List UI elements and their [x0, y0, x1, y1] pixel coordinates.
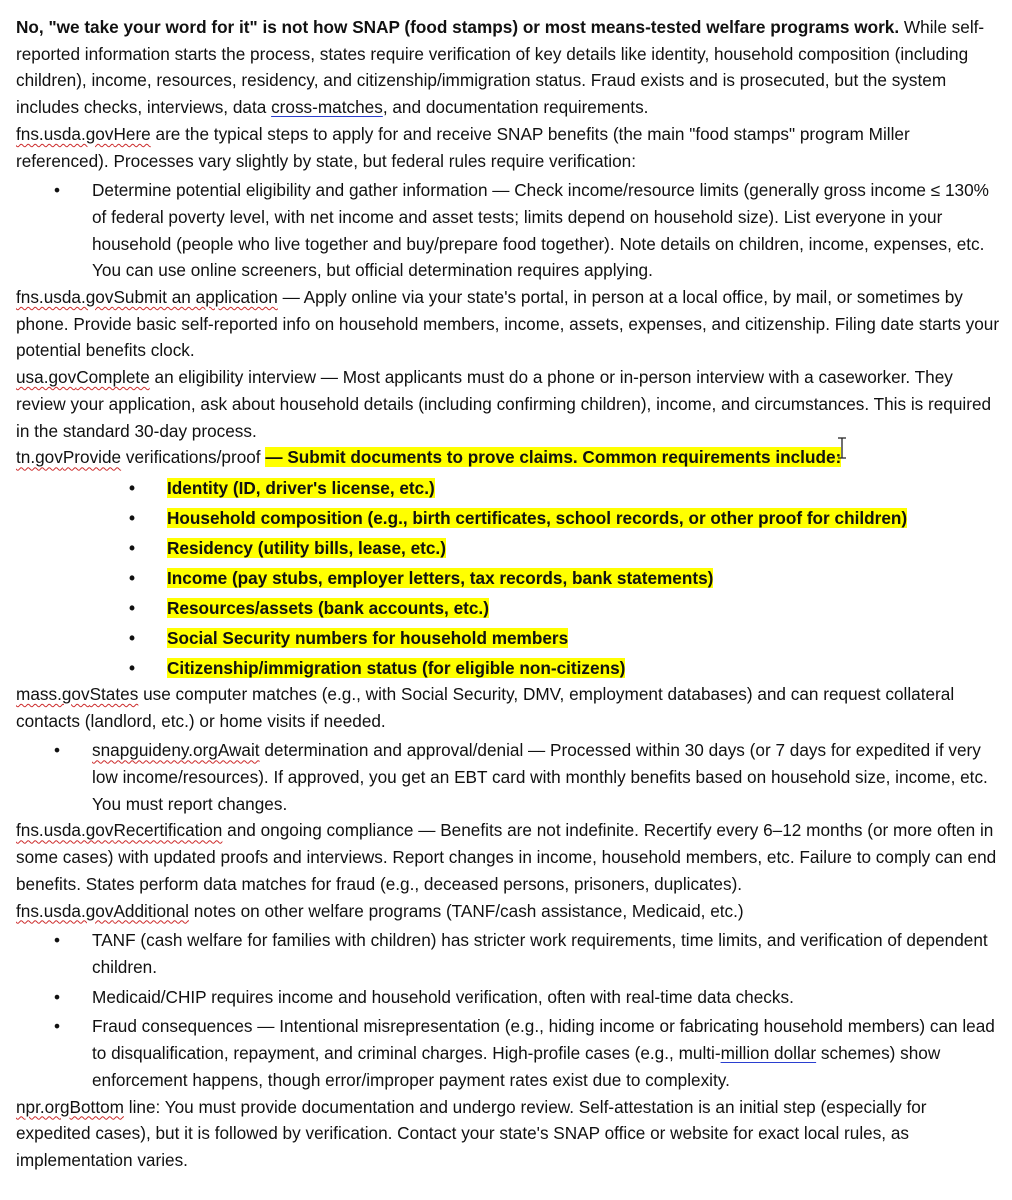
list-item-text: Determine potential eligibility and gather information — Check income/resource limits (generally gross income ≤ 130% of federal poverty level, with net income and asset tests; limits depend on household size). List everyone in your household (people who live together and buy/prepare food together). Note details on children, income, expenses, etc. You can use online screeners, but official determination requires applying. [92, 180, 989, 281]
list-item [16, 177, 1004, 284]
highlighted-text: — Submit documents to prove claims. Common requirements include: [265, 447, 842, 468]
bullet-icon: • [54, 1016, 61, 1037]
list-item [16, 927, 1004, 980]
verify-text: verifications/proof [121, 447, 266, 468]
recert-text: and ongoing compliance — Benefits are not indefinite. Recertify every 6–12 months (or more often in some cases) with updated proofs and interviews. Report changes in income, household members, etc. Failure to comply can end benefits. States perform data matches for fraud (e.g., deceased persons, prisoners, duplicates). [16, 820, 997, 894]
list-item [16, 535, 1004, 561]
verify-paragraph [16, 444, 1004, 471]
bullet-icon: • [129, 567, 136, 588]
list-item [16, 475, 1004, 501]
steps-intro-text: are the typical steps to apply for and receive SNAP benefits (the main "food stamps" program Miller referenced). Processes vary slightly by state, but federal rules require verification: [16, 123, 910, 171]
list-item-text: Medicaid/CHIP requires income and household verification, often with real-time data checks. [92, 986, 794, 1007]
programs-list [16, 927, 1004, 1093]
misspelled-word: Additional [113, 900, 189, 921]
misspelled-word: Await [217, 740, 260, 761]
misspelled-word: States [89, 683, 139, 704]
bullet-icon: • [129, 537, 136, 558]
eligibility-list [16, 177, 1004, 284]
list-item [16, 625, 1004, 651]
source-link[interactable]: fns.usda.gov [16, 820, 114, 841]
list-item-text: Identity (ID, driver's license, etc.) [167, 477, 435, 498]
bottom-line-text: line: You must provide documentation and undergo review. Self-attestation is an initial step (especially for expedited cases), but it is followed by verification. Contact your state's SNAP office or website for exact local rules, as implementation varies. [16, 1096, 927, 1170]
source-link[interactable]: mass.gov [16, 683, 90, 704]
interview-paragraph [16, 364, 1004, 444]
misspelled-word: Provide [62, 447, 122, 468]
bullet-icon: • [129, 627, 136, 648]
source-link[interactable]: snapguideny.org [92, 740, 218, 761]
list-item [16, 505, 1004, 531]
list-item [16, 737, 1004, 817]
source-link[interactable]: tn.gov [16, 447, 63, 468]
intro-text: While self-reported information starts the process, states require verification of key details like identity, household composition (including children), income, resources, residency, and citizenship/immigration status. Fraud exists and is prosecuted, but the system includes checks, interviews, data [16, 17, 985, 118]
intro-paragraph [16, 14, 1004, 121]
bullet-icon: • [54, 740, 61, 761]
list-item [16, 984, 1004, 1011]
cross-matches-link[interactable]: cross-matches [271, 97, 383, 118]
states-text: use computer matches (e.g., with Social Security, DMV, employment databases) and can request collateral contacts (landlord, etc.) or home visits if needed. [16, 683, 955, 731]
bullet-icon: • [54, 930, 61, 951]
bullet-icon: • [54, 180, 61, 201]
list-item-text: Residency (utility bills, lease, etc.) [167, 537, 446, 558]
source-link[interactable]: fns.usda.gov [16, 123, 114, 144]
additional-text: notes on other welfare programs (TANF/cash assistance, Medicaid, etc.) [188, 900, 744, 921]
document-body [16, 14, 1004, 1174]
source-link[interactable]: usa.gov [16, 367, 77, 388]
million-dollar-link[interactable]: million dollar [720, 1043, 817, 1064]
intro-bold: No, "we take your word for it" is not how SNAP (food stamps) or most means-tested welfare programs work. [16, 17, 900, 37]
list-item-text: determination and approval/denial — Processed within 30 days (or 7 days for expedited if very low income/resources). If approved, you get an EBT card with monthly benefits based on household size, income, etc. You must report changes. [92, 740, 988, 814]
additional-paragraph [16, 898, 1004, 925]
list-item [16, 595, 1004, 621]
intro-text-end: , and documentation requirements. [382, 97, 649, 118]
await-list [16, 737, 1004, 817]
source-link[interactable]: fns.usda.gov [16, 900, 114, 921]
submit-paragraph [16, 284, 1004, 364]
bullet-icon: • [129, 597, 136, 618]
list-item-text: Fraud consequences — Intentional misrepresentation (e.g., hiding income or fabricating household members) can lead to disqualification, repayment, and criminal charges. High-profile cases (e.g., multi- [92, 1016, 995, 1064]
bullet-icon: • [54, 986, 61, 1007]
submit-text: — Apply online via your state's portal, in person at a local office, by mail, or sometimes by phone. Provide basic self-reported info on household members, income, assets, expenses, and citizenship. Filing date starts your potential benefits clock. [16, 287, 1000, 361]
bullet-icon: • [129, 477, 136, 498]
misspelled-word: Here [113, 123, 151, 144]
list-item-text: Citizenship/immigration status (for eligible non-citizens) [167, 657, 626, 678]
text-cursor-icon [836, 437, 848, 459]
recert-paragraph [16, 817, 1004, 897]
interview-text: an eligibility interview — Most applicants must do a phone or in-person interview with a caseworker. They review your application, ask about household details (including confirming children), income, and circumstances. This is required in the standard 30-day process. [16, 367, 992, 441]
bullet-icon: • [129, 507, 136, 528]
source-link[interactable]: fns.usda.gov [16, 287, 114, 308]
list-item [16, 1013, 1004, 1093]
verification-list [16, 475, 1004, 681]
source-link[interactable]: npr.org [16, 1096, 70, 1117]
list-item [16, 655, 1004, 681]
bottom-line-paragraph [16, 1094, 1004, 1174]
list-item-text: TANF (cash welfare for families with children) has stricter work requirements, time limits, and verification of dependent children. [92, 930, 988, 977]
list-item-text: Social Security numbers for household members [167, 627, 569, 648]
misspelled-word: Bottom [69, 1096, 124, 1117]
misspelled-word: Recertification [113, 820, 223, 841]
misspelled-word: Submit an application [113, 287, 278, 308]
list-item-text: Household composition (e.g., birth certificates, school records, or other proof for children) [167, 507, 908, 528]
list-item-text-end: schemes) show enforcement happens, though error/improper payment rates exist due to complexity. [92, 1043, 941, 1090]
misspelled-word: Complete [76, 367, 150, 388]
bullet-icon: • [129, 657, 136, 678]
list-item-text: Resources/assets (bank accounts, etc.) [167, 597, 489, 618]
list-item-text: Income (pay stubs, employer letters, tax records, bank statements) [167, 567, 714, 588]
list-item [16, 565, 1004, 591]
states-paragraph [16, 681, 1004, 734]
steps-intro-paragraph [16, 121, 1004, 174]
